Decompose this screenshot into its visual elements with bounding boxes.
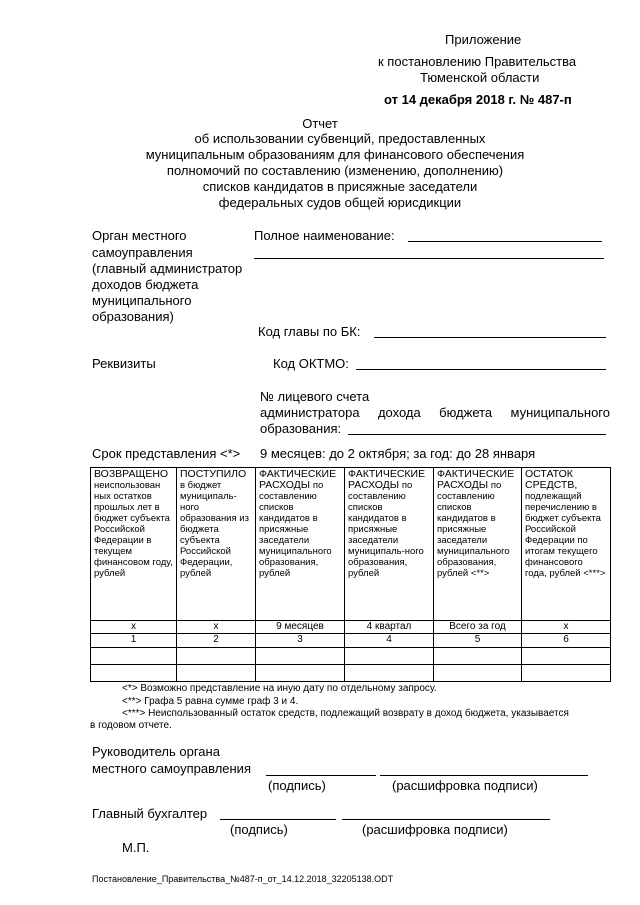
head-label-l2: местного самоуправления: [92, 761, 251, 776]
signature-caption: (подпись): [268, 778, 326, 793]
deadline-value: 9 месяцев: до 2 октября; за год: до 28 января: [260, 446, 536, 461]
period-cell: x: [522, 621, 611, 634]
data-cell[interactable]: [91, 665, 177, 682]
column-header: [345, 468, 434, 621]
bk-code-label: Код главы по БК:: [258, 324, 361, 339]
data-cell[interactable]: [177, 665, 256, 682]
table-number-row: [91, 634, 611, 648]
title-line: списков кандидатов в присяжные заседатели: [202, 179, 478, 194]
note-1: <*> Возможно представление на иную дату по отдельному запросу.: [122, 683, 437, 694]
organ-label-line: (главный администратор: [92, 261, 243, 276]
column-header-caps: ВОЗВРАЩЕНО: [94, 468, 169, 480]
accountant-label: Главный бухгалтер: [92, 806, 208, 821]
head-label-l1: Руководитель органа: [92, 744, 220, 759]
title-line: федеральных судов общей юрисдикции: [218, 195, 462, 210]
column-header-text: в бюджет муниципаль-ного образования из бюджета субъекта Российской Федерации, рублей: [180, 480, 249, 579]
column-header-caps: ПОСТУПИЛО: [180, 468, 247, 480]
data-cell[interactable]: [522, 648, 611, 665]
column-header: [522, 468, 611, 621]
account-label-l1: № лицевого счета: [260, 389, 370, 404]
table-row: [91, 648, 611, 665]
signature-caption: (подпись): [230, 822, 288, 837]
organ-label-line: доходов бюджета: [92, 277, 199, 292]
data-cell[interactable]: [177, 648, 256, 665]
full-name-label: Полное наименование:: [254, 228, 395, 243]
number-cell: 3: [256, 634, 345, 648]
period-cell: 4 квартал: [345, 621, 434, 634]
organ-label-line: образования): [92, 309, 174, 324]
table-period-row: [91, 621, 611, 634]
title-line: Отчет: [302, 116, 338, 131]
data-cell[interactable]: [345, 648, 434, 665]
title-line: муниципальным образованиям для финансового обеспечения: [145, 147, 525, 162]
period-cell: Всего за год: [434, 621, 522, 634]
note-3: <***> Неиспользованный остаток средств, подлежащий возврату в доход бюджета, указывается: [122, 708, 569, 719]
number-cell: 4: [345, 634, 434, 648]
bk-code-field[interactable]: [374, 337, 606, 338]
number-cell: 2: [177, 634, 256, 648]
decree-line: к постановлению Правительства: [378, 54, 577, 69]
account-field[interactable]: [348, 434, 606, 435]
column-header-text: неиспользован ных остатков прошлых лет в бюджет субъекта Российской Федерации в текущем финансовом году, рублей: [94, 480, 173, 579]
full-name-field[interactable]: [408, 241, 602, 242]
account-label-l3: образования:: [260, 421, 342, 436]
column-header-text: по составлению списков кандидатов в присяжные заседатели муниципального образования, рублей <**>: [437, 480, 510, 579]
file-footer: Постановление_Правительства_№487-п_от_14.12.2018_32205138.ODT: [92, 874, 394, 884]
note-3-cont: в годовом отчете.: [90, 720, 172, 731]
column-header: [91, 468, 177, 621]
full-name-field-line2[interactable]: [254, 258, 604, 259]
oktmo-label: Код ОКТМО:: [273, 356, 349, 371]
number-cell: 5: [434, 634, 522, 648]
number-cell: 6: [522, 634, 611, 648]
data-cell[interactable]: [91, 648, 177, 665]
accountant-signature-field[interactable]: [220, 819, 336, 820]
table-header-row: [91, 468, 611, 621]
stamp-label: М.П.: [122, 840, 150, 855]
column-header-text: по составлению списков кандидатов в присяжные заседатели муниципального образования, рублей: [259, 480, 332, 579]
region-line: Тюменской области: [420, 70, 540, 85]
organ-label-line: муниципального: [92, 293, 192, 308]
data-cell[interactable]: [256, 648, 345, 665]
account-label-l2: администратора дохода бюджета муниципального: [260, 405, 610, 420]
table-row: [91, 665, 611, 682]
oktmo-field[interactable]: [356, 369, 606, 370]
head-signature-field[interactable]: [266, 775, 376, 776]
note-2: <**> Графа 5 равна сумме граф 3 и 4.: [122, 696, 299, 707]
organ-label-line: Орган местного: [92, 228, 187, 243]
period-cell: x: [91, 621, 177, 634]
data-cell[interactable]: [345, 665, 434, 682]
column-header: [177, 468, 256, 621]
data-cell[interactable]: [434, 648, 522, 665]
data-cell[interactable]: [434, 665, 522, 682]
column-header: [256, 468, 345, 621]
head-decoding-field[interactable]: [380, 775, 588, 776]
decoding-caption: (расшифровка подписи): [362, 822, 508, 837]
column-header-text: подлежащий перечислению в бюджет субъекта Российской Федерации по итогам текущего финансового года, рублей <***>: [525, 491, 606, 579]
deadline-label: Срок представления <*>: [92, 446, 241, 461]
column-header-caps: ФАКТИЧЕСКИЕ РАСХОДЫ: [437, 468, 515, 491]
data-cell[interactable]: [522, 665, 611, 682]
title-line: об использовании субвенций, предоставленных: [194, 131, 486, 146]
requisites-label: Реквизиты: [92, 356, 156, 371]
column-header-text: по составлению списков кандидатов в присяжные заседатели муниципаль-ного образования, рублей: [348, 480, 424, 579]
number-cell: 1: [91, 634, 177, 648]
decree-ref: от 14 декабря 2018 г. № 487-п: [384, 92, 572, 107]
accountant-decoding-field[interactable]: [342, 819, 550, 820]
report-table: [90, 467, 611, 682]
title-line: полномочий по составлению (изменению, дополнению): [166, 163, 504, 178]
column-header-caps: ОСТАТОК СРЕДСТВ,: [525, 468, 578, 491]
column-header-caps: ФАКТИЧЕСКИЕ РАСХОДЫ: [259, 468, 337, 491]
decoding-caption: (расшифровка подписи): [392, 778, 538, 793]
data-cell[interactable]: [256, 665, 345, 682]
period-cell: x: [177, 621, 256, 634]
column-header-caps: ФАКТИЧЕСКИЕ РАСХОДЫ: [348, 468, 426, 491]
period-cell: 9 месяцев: [256, 621, 345, 634]
column-header: [434, 468, 522, 621]
appendix-label: Приложение: [445, 32, 522, 47]
organ-label-line: самоуправления: [92, 245, 193, 260]
